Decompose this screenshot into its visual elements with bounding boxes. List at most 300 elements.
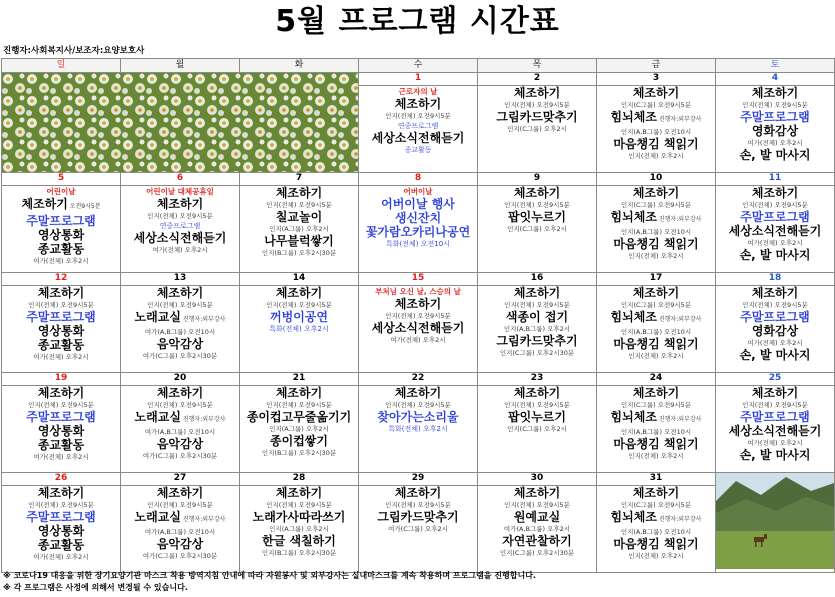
program-text: 인지(C그룹) 오후2시 [507, 425, 567, 433]
program-text: 체조하기 [513, 286, 561, 300]
date-number: 5 [2, 173, 121, 186]
program-note: 오전9시5분 [67, 203, 101, 210]
program-text: 세상소식전해듣기 [371, 321, 465, 335]
program-text: 인지(전체) 오전9시5분 [28, 301, 94, 309]
program-text: 그림카드맞추기 [496, 334, 578, 348]
program-text: 한글 색칠하기 [262, 534, 336, 548]
program-detail [121, 221, 239, 231]
program-text: 손, 발 마사지 [739, 348, 811, 362]
program-detail [121, 211, 239, 221]
program-text: 노래교실 [134, 510, 181, 524]
program-name [478, 286, 596, 300]
program-name [478, 186, 596, 200]
program-name [716, 86, 834, 100]
program-text: 색종이 접기 [505, 310, 569, 324]
day-cell [2, 186, 121, 273]
program-text: 인지(A그룹) 오후2시 [269, 525, 329, 533]
program-text: 인지(전체) 오전9시5분 [742, 401, 808, 409]
program-text: 인지(전체) 오후2시 [628, 152, 684, 160]
program-detail [597, 451, 715, 461]
program-text: 주말프로그램 [740, 210, 810, 224]
program-name [2, 486, 120, 500]
program-name [240, 410, 358, 424]
date-number: 11 [716, 173, 835, 186]
program-text: 여가(전체) 오후2시 [33, 553, 89, 561]
day-cell [121, 486, 240, 573]
date-number: 29 [359, 473, 478, 486]
program-name [716, 110, 834, 124]
program-detail [478, 348, 596, 358]
program-text: 세상소식전해듣기 [728, 424, 822, 438]
program-detail [478, 300, 596, 310]
program-text: 인지(C그룹) 오전9시5분 [620, 101, 692, 109]
program-text: 음악감상 [156, 437, 204, 451]
program-text: 여가(전체) 오후2시 [390, 336, 446, 344]
program-text: 영상통화 [37, 228, 85, 242]
program-detail [478, 424, 596, 434]
program-detail [121, 351, 239, 361]
program-name [716, 386, 834, 400]
program-text: 마음챙김 책읽기 [613, 437, 699, 451]
day-cell [240, 486, 359, 573]
program-name [716, 210, 834, 224]
program-text: 인지(C그룹) 오전9시5분 [620, 201, 692, 209]
date-number: 13 [121, 273, 240, 286]
program-text: 주말프로그램 [26, 310, 96, 324]
week-date-row [2, 373, 835, 386]
day-cell [121, 286, 240, 373]
program-text: 인지(전체) 오전9시5분 [266, 401, 332, 409]
program-text: 인지(전체) 오전9시5분 [266, 501, 332, 509]
program-text: 여가(A,B그룹) 오전10시 [144, 428, 216, 436]
program-name [240, 510, 358, 524]
program-detail [478, 200, 596, 210]
staff-info: 진행자:사회복지사/보조자:요양보호사 [3, 46, 145, 56]
weekday-header-row [2, 59, 835, 73]
program-note: 진행자:외부강사 [656, 516, 702, 523]
program-detail [121, 245, 239, 255]
program-text: 꺼벙이공연 [270, 310, 328, 324]
program-detail [240, 400, 358, 410]
program-text: 세상소식전해듣기 [371, 131, 465, 145]
program-text: 체조하기 [156, 486, 204, 500]
date-number: 19 [2, 373, 121, 386]
weekday-sun: 일 [2, 59, 121, 73]
program-detail [121, 500, 239, 510]
program-name [597, 537, 715, 551]
date-number: 17 [597, 273, 716, 286]
program-name [121, 310, 239, 327]
day-cell [240, 386, 359, 473]
program-name [478, 386, 596, 400]
program-text: 어버이날 [403, 187, 433, 196]
program-text: 손, 발 마사지 [739, 248, 811, 262]
program-text: 여가(전체) 오후2시 [747, 339, 803, 347]
program-text: 인지(전체) 오전9시5분 [504, 401, 570, 409]
program-text: 인지(전체) 오전9시5분 [385, 312, 451, 320]
calendar-table [1, 58, 835, 573]
program-text: 영화감상 [751, 324, 799, 338]
program-text: 인지(전체) 오전9시5분 [385, 501, 451, 509]
program-text: 영화감상 [751, 124, 799, 138]
program-text: 인지(A,B그룹) 오전10시 [620, 328, 692, 336]
program-text: 인지(A,B그룹) 오전10시 [620, 528, 692, 536]
date-number: 18 [716, 273, 835, 286]
program-detail [240, 324, 358, 334]
program-name [359, 97, 477, 111]
program-text: 인지(전체) 오전9시5분 [385, 112, 451, 120]
program-name [240, 434, 358, 448]
program-name [359, 386, 477, 400]
program-text: 노래가사따라쓰기 [252, 510, 346, 524]
date-number: 20 [121, 373, 240, 386]
program-text: 체조하기 [275, 186, 323, 200]
program-text: 생신잔치 [394, 211, 442, 225]
program-name [2, 510, 120, 524]
day-cell [597, 186, 716, 273]
program-text: 여가(C그룹) 오후2시 [388, 525, 448, 533]
day-cell [359, 486, 478, 573]
program-text: 인지(전체) 오전9시5분 [28, 501, 94, 509]
program-text: 체조하기 [394, 386, 442, 400]
program-name [478, 334, 596, 348]
date-number: 4 [716, 73, 835, 86]
day-cell [121, 386, 240, 473]
program-name [597, 137, 715, 151]
program-name [240, 210, 358, 224]
day-cell [2, 386, 121, 473]
program-detail [597, 527, 715, 537]
program-text: 특화(전체) 오전10시 [386, 240, 450, 248]
program-text: 근로자의 날 [398, 87, 438, 96]
program-detail [359, 111, 477, 121]
program-text: 체조하기 [632, 386, 680, 400]
date-number: 26 [2, 473, 121, 486]
program-text: 체조하기 [156, 286, 204, 300]
program-name [121, 437, 239, 451]
program-text: 여가(전체) 오후2시 [33, 257, 89, 265]
program-name [716, 186, 834, 200]
program-name [2, 197, 120, 214]
program-detail [716, 438, 834, 448]
date-number: 3 [597, 73, 716, 86]
program-name [2, 310, 120, 324]
day-cell [359, 386, 478, 473]
program-detail [240, 500, 358, 510]
program-text: 나무블럭쌓기 [264, 234, 334, 248]
program-text: 팝잇누르기 [508, 410, 566, 424]
program-text: 그림카드맞추기 [377, 510, 459, 524]
program-name [359, 197, 477, 211]
program-detail [240, 248, 358, 258]
program-text: 원예교실 [513, 510, 561, 524]
program-name [478, 210, 596, 224]
program-detail [2, 400, 120, 410]
program-name [2, 524, 120, 538]
program-text: 주말프로그램 [740, 110, 810, 124]
program-name [121, 537, 239, 551]
week-activity-row [2, 286, 835, 373]
program-name [716, 410, 834, 424]
program-name [240, 234, 358, 248]
day-cell [597, 86, 716, 173]
program-name [359, 131, 477, 145]
program-name [240, 386, 358, 400]
week-date-row [2, 273, 835, 286]
program-name [240, 186, 358, 200]
program-text: 체조하기 [37, 486, 85, 500]
program-name [2, 242, 120, 256]
program-detail [716, 200, 834, 210]
program-text: 체조하기 [275, 286, 323, 300]
notes [3, 570, 536, 594]
program-text: 여가(전체) 오후2시 [33, 453, 89, 461]
program-detail [478, 124, 596, 134]
program-text: 인지(전체) 오전9시5분 [742, 101, 808, 109]
program-text: 인지(전체) 오후2시 [628, 552, 684, 560]
program-detail [240, 448, 358, 458]
program-detail [716, 238, 834, 248]
program-text: 여가(전체) 오후2시 [747, 239, 803, 247]
program-detail [359, 145, 477, 155]
program-text: 주말프로그램 [26, 214, 96, 228]
program-detail [597, 400, 715, 410]
program-note: 진행자:외부강사 [180, 516, 226, 523]
day-cell [121, 186, 240, 273]
program-text: 인지(A,B그룹) 오전10시 [620, 428, 692, 436]
date-number: 25 [716, 373, 835, 386]
program-name [359, 486, 477, 500]
program-name [2, 338, 120, 352]
program-detail [716, 338, 834, 348]
program-text: 여가(전체) 오후2시 [747, 439, 803, 447]
program-text: 자연관찰하기 [502, 534, 572, 548]
program-name [716, 224, 834, 238]
program-detail [2, 552, 120, 562]
program-text: 노래교실 [134, 410, 181, 424]
program-detail [121, 427, 239, 437]
program-name [597, 337, 715, 351]
program-name [240, 310, 358, 324]
date-number: 2 [478, 73, 597, 86]
program-name [240, 486, 358, 500]
program-note: 진행자:외부강사 [656, 216, 702, 223]
program-detail [597, 327, 715, 337]
program-name [597, 286, 715, 300]
program-name [240, 286, 358, 300]
program-text: 힘뇌체조 [610, 510, 657, 524]
program-text: 체조하기 [156, 386, 204, 400]
program-detail [478, 224, 596, 234]
program-text: 찾아가는소리울 [377, 410, 459, 424]
program-name [478, 534, 596, 548]
program-detail [240, 424, 358, 434]
date-number: 7 [240, 173, 359, 186]
program-detail [597, 100, 715, 110]
program-detail [359, 400, 477, 410]
day-cell [359, 186, 478, 273]
program-detail [240, 300, 358, 310]
day-cell [597, 286, 716, 373]
program-detail [121, 327, 239, 337]
program-text: 인지(A,B그룹) 오전10시 [620, 228, 692, 236]
program-text: 종교활동 [404, 146, 432, 154]
program-name [2, 538, 120, 552]
program-text: 종교활동 [37, 538, 85, 552]
program-text: 인지(A,B그룹) 오후2시 [503, 325, 571, 333]
program-detail [240, 200, 358, 210]
program-text: 체조하기 [394, 486, 442, 500]
program-name [359, 410, 477, 424]
program-text: 인지(전체) 오전9시5분 [28, 401, 94, 409]
program-detail [359, 424, 477, 434]
date-number: 30 [478, 473, 597, 486]
program-text: 주말프로그램 [740, 410, 810, 424]
program-name [2, 386, 120, 400]
program-text: 손, 발 마사지 [739, 448, 811, 462]
program-text: 영상통화 [37, 424, 85, 438]
program-name [2, 324, 120, 338]
weekday-fri: 금 [597, 59, 716, 73]
program-text: 음악감상 [156, 337, 204, 351]
program-detail [2, 500, 120, 510]
program-name [597, 410, 715, 427]
date-number: 9 [478, 173, 597, 186]
program-note: 진행자:외부강사 [180, 316, 226, 323]
program-text: 종이컵쌓기 [270, 434, 328, 448]
program-text: 체조하기 [751, 286, 799, 300]
program-name [716, 310, 834, 324]
program-detail [240, 224, 358, 234]
program-detail [478, 548, 596, 558]
day-cell [716, 286, 835, 373]
program-text: 팝잇누르기 [508, 210, 566, 224]
program-name [121, 231, 239, 245]
program-detail [121, 451, 239, 461]
program-detail [240, 548, 358, 558]
program-text: 인지(C그룹) 오후2시 [507, 225, 567, 233]
program-text: 주말프로그램 [26, 410, 96, 424]
program-text: 체조하기 [632, 486, 680, 500]
program-text: 인지(전체) 오전9시5분 [504, 301, 570, 309]
program-detail [597, 500, 715, 510]
day-cell [716, 186, 835, 273]
weekday-thu: 목 [478, 59, 597, 73]
program-detail [121, 551, 239, 561]
program-detail [478, 524, 596, 534]
program-detail [240, 524, 358, 534]
program-name [121, 197, 239, 211]
program-text: 인지(전체) 오전9시5분 [504, 501, 570, 509]
program-text: 그림카드맞추기 [496, 110, 578, 124]
program-text: 종이컵고무줄옮기기 [246, 410, 352, 424]
program-text: 종교활동 [37, 338, 85, 352]
program-name [2, 214, 120, 228]
holiday-label [121, 186, 239, 197]
program-text: 여가(A,B그룹) 오후2시 [503, 525, 571, 533]
program-detail [597, 551, 715, 561]
program-text: 인지(전체) 오전9시5분 [504, 101, 570, 109]
program-name [478, 310, 596, 324]
program-text: 인지(C그룹) 오전9시5분 [620, 301, 692, 309]
program-text: 체조하기 [632, 86, 680, 100]
program-text: 인지(C그룹) 오후2시30분 [499, 549, 575, 557]
program-text: 체조하기 [37, 386, 85, 400]
program-note: 진행자:외부강사 [656, 116, 702, 123]
day-cell [359, 286, 478, 373]
program-text: 연중프로그램 [159, 222, 201, 230]
program-detail [597, 151, 715, 161]
program-name [121, 286, 239, 300]
program-detail [478, 500, 596, 510]
program-detail [359, 524, 477, 534]
date-number: 28 [240, 473, 359, 486]
program-detail [478, 100, 596, 110]
program-detail [597, 200, 715, 210]
program-text: 어린이날 대체공휴일 [146, 187, 214, 196]
date-number: 10 [597, 173, 716, 186]
program-text: 꽃가람오카리나공연 [365, 225, 471, 239]
program-name [716, 124, 834, 138]
horses-meadow-photo [716, 473, 835, 573]
program-text: 여가(C그룹) 오후2시30분 [142, 452, 218, 460]
program-text: 마음챙김 책읽기 [613, 237, 699, 251]
page-title: 5월 프로그램 시간표 [275, 4, 560, 39]
program-note: 진행자:외부강사 [656, 316, 702, 323]
program-text: 어린이날 [46, 187, 76, 196]
program-text: 체조하기 [751, 86, 799, 100]
program-text: 체조하기 [632, 186, 680, 200]
program-name [2, 410, 120, 424]
program-text: 체조하기 [21, 197, 68, 211]
program-detail [2, 352, 120, 362]
program-detail [597, 127, 715, 137]
program-detail [597, 300, 715, 310]
program-note: 진행자:외부강사 [180, 416, 226, 423]
holiday-label [359, 186, 477, 197]
program-text: 체조하기 [632, 286, 680, 300]
program-name [359, 297, 477, 311]
program-name [359, 225, 477, 239]
program-name [597, 110, 715, 127]
program-detail [359, 500, 477, 510]
program-text: 인지(A그룹) 오후2시 [269, 425, 329, 433]
program-text: 인지(전체) 오전9시5분 [742, 201, 808, 209]
program-name [597, 437, 715, 451]
program-name [478, 110, 596, 124]
program-name [716, 248, 834, 262]
program-text: 어버이날 행사 [381, 197, 455, 211]
program-name [359, 510, 477, 524]
program-name [716, 424, 834, 438]
program-detail [2, 256, 120, 266]
day-cell [478, 86, 597, 173]
program-text: 인지(전체) 오전9시5분 [266, 201, 332, 209]
date-number: 6 [121, 173, 240, 186]
program-text: 체조하기 [751, 386, 799, 400]
day-cell [240, 186, 359, 273]
program-text: 여가(A,B그룹) 오전10시 [144, 328, 216, 336]
program-name [478, 410, 596, 424]
program-text: 인지(B그룹) 오후2시30분 [261, 249, 337, 257]
program-name [716, 148, 834, 162]
program-name [597, 310, 715, 327]
program-name [2, 228, 120, 242]
program-detail [597, 427, 715, 437]
day-cell [2, 486, 121, 573]
program-note: 진행자:외부강사 [656, 416, 702, 423]
program-text: 여가(전체) 오후2시 [747, 139, 803, 147]
